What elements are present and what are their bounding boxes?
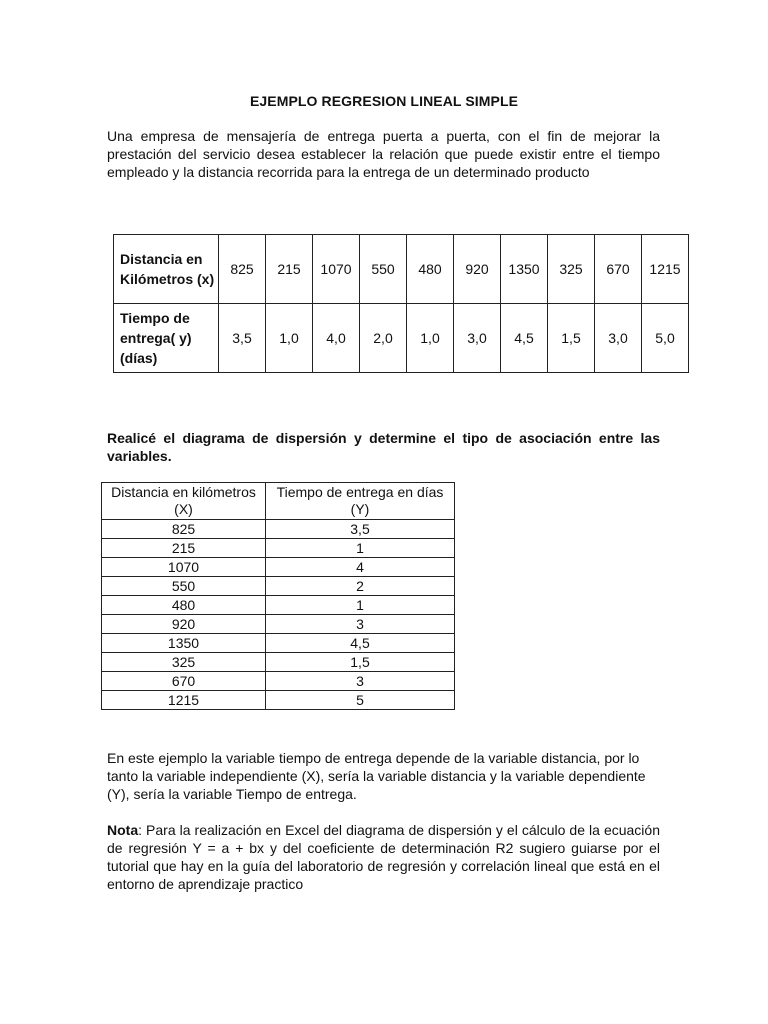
distance-cell: 1070 xyxy=(313,235,360,304)
time-row-header: Tiempo de entrega( y) (días) xyxy=(114,304,219,373)
note-text: : Para la realización en Excel del diagrama de dispersión y el cálculo de la ecuación de regresión Y = a + bx y del coeficiente de determinación R2 sugiero guiarse por el tutorial que hay en la guía del laboratorio de regresión y correlación lineal que está en el entorno de aprendizaje practico xyxy=(107,822,660,892)
time-cell: 1,0 xyxy=(266,304,313,373)
time-cell: 5,0 xyxy=(642,304,689,373)
time-value: 3 xyxy=(266,672,455,691)
time-cell: 1,0 xyxy=(407,304,454,373)
note-label: Nota xyxy=(107,822,139,838)
distance-cell: 670 xyxy=(595,235,642,304)
distance-value: 1350 xyxy=(102,634,266,653)
horizontal-data-table xyxy=(113,234,689,373)
time-value: 4 xyxy=(266,558,455,577)
distance-cell: 480 xyxy=(407,235,454,304)
table-header-row xyxy=(102,483,455,520)
time-value: 4,5 xyxy=(266,634,455,653)
distance-value: 480 xyxy=(102,596,266,615)
distance-value: 550 xyxy=(102,577,266,596)
distance-cell: 825 xyxy=(219,235,266,304)
distance-value: 215 xyxy=(102,539,266,558)
table-row xyxy=(102,577,455,596)
time-cell: 3,0 xyxy=(595,304,642,373)
distance-value: 670 xyxy=(102,672,266,691)
vertical-data-table xyxy=(101,482,455,710)
time-value: 2 xyxy=(266,577,455,596)
note-paragraph xyxy=(107,821,660,893)
time-value: 1 xyxy=(266,539,455,558)
table-row xyxy=(102,539,455,558)
distance-row-header: Distancia en Kilómetros (x) xyxy=(114,235,219,304)
time-cell: 4,5 xyxy=(501,304,548,373)
distance-column-header: Distancia en kilómetros (X) xyxy=(102,483,266,520)
table-row xyxy=(102,672,455,691)
distance-cell: 920 xyxy=(454,235,501,304)
distance-value: 1070 xyxy=(102,558,266,577)
time-value: 5 xyxy=(266,691,455,710)
time-cell: 3,0 xyxy=(454,304,501,373)
table-row xyxy=(102,615,455,634)
task-instruction: Realicé el diagrama de dispersión y determine el tipo de asociación entre las variables. xyxy=(107,430,660,464)
time-row xyxy=(114,304,689,373)
distance-cell: 325 xyxy=(548,235,595,304)
table-row xyxy=(102,520,455,539)
distance-value: 920 xyxy=(102,615,266,634)
time-value: 1,5 xyxy=(266,653,455,672)
time-cell: 3,5 xyxy=(219,304,266,373)
time-cell: 1,5 xyxy=(548,304,595,373)
time-value: 1 xyxy=(266,596,455,615)
distance-value: 325 xyxy=(102,653,266,672)
time-cell: 2,0 xyxy=(360,304,407,373)
explanation-paragraph: En este ejemplo la variable tiempo de entrega depende de la variable distancia, por lo tanto la variable independiente (X), sería la variable distancia y la variable dependiente (Y), sería la variable Tiempo de entrega. xyxy=(107,750,646,802)
distance-cell: 550 xyxy=(360,235,407,304)
table-row xyxy=(102,596,455,615)
document-title: EJEMPLO REGRESION LINEAL SIMPLE xyxy=(249,93,519,109)
distance-value: 1215 xyxy=(102,691,266,710)
distance-cell: 1350 xyxy=(501,235,548,304)
distance-row xyxy=(114,235,689,304)
table-row xyxy=(102,634,455,653)
distance-cell: 215 xyxy=(266,235,313,304)
time-column-header: Tiempo de entrega en días (Y) xyxy=(266,483,455,520)
time-cell: 4,0 xyxy=(313,304,360,373)
table-row xyxy=(102,653,455,672)
distance-value: 825 xyxy=(102,520,266,539)
table-row xyxy=(102,691,455,710)
time-value: 3 xyxy=(266,615,455,634)
distance-cell: 1215 xyxy=(642,235,689,304)
time-value: 3,5 xyxy=(266,520,455,539)
intro-paragraph: Una empresa de mensajería de entrega puerta a puerta, con el fin de mejorar la prestación del servicio desea establecer la relación que puede existir entre el tiempo empleado y la distancia recorrida para la entrega de un determinado producto xyxy=(107,128,660,180)
table-row xyxy=(102,558,455,577)
